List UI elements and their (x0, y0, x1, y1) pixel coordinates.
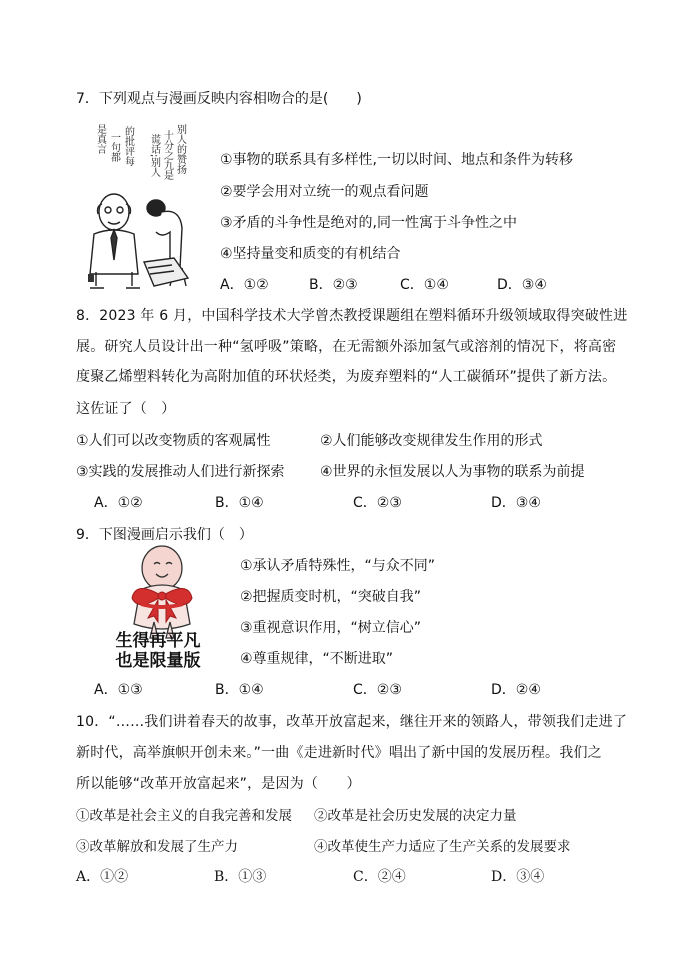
q10-stem-line-1: 10．“……我们讲着春天的故事，改革开放富起来，继往开来的领路人，带领我们走进了 (76, 714, 628, 730)
q10-stem-line-2: 新时代，高举旗帜开创未来。”一曲《走进新时代》唱出了新中国的发展历程。我们之 (76, 745, 602, 761)
q9-option-c[interactable]: C．②③ (353, 682, 402, 698)
q7-cartoon-col2: 十分之九是 (161, 130, 173, 180)
q7-cartoon-col5: 一句都 (108, 132, 120, 162)
q10-statement-4: ④改革使生产力适应了生产关系的发展要求 (314, 839, 571, 855)
q8-statement-3: ③实践的发展推动人们进行新探索 (76, 464, 285, 480)
q8-option-a[interactable]: A．①② (94, 495, 143, 511)
q8-option-d[interactable]: D．③④ (491, 495, 541, 511)
q8-statement-1: ①人们可以改变物质的客观属性 (76, 433, 271, 449)
q9-option-b[interactable]: B．①④ (215, 682, 264, 698)
q9-cartoon (78, 542, 238, 672)
q9-statement-2: ②把握质变时机，“突破自我” (240, 589, 422, 605)
q7-cartoon-col6: 是真言 (94, 124, 106, 154)
q8-stem-line-1: 8．2023 年 6 月，中国科学技术大学曾杰教授课题组在塑料循环升级领域取得突破性进 (76, 308, 628, 324)
q9-statement-4: ④尊重规律，“不断进取” (240, 651, 394, 667)
q10-statement-3: ③改革解放和发展了生产力 (76, 839, 238, 855)
q10-option-c[interactable]: C．②④ (353, 869, 406, 885)
q8-stem-line-3: 度聚乙烯塑料转化为高附加值的环状烃类，为废弃塑料的“人工碳循环”提供了新方法。 (76, 369, 617, 385)
q10-statement-2: ②改革是社会历史发展的决定力量 (314, 808, 517, 824)
q7-option-d[interactable]: D．③④ (497, 277, 547, 293)
q7-option-b[interactable]: B．②③ (309, 277, 358, 293)
q9-option-a[interactable]: A．①③ (94, 682, 143, 698)
q7-option-a[interactable]: A．①② (220, 277, 269, 293)
q7-cartoon-col3: 谎话;别人 (148, 134, 160, 178)
q9-stem: 9．下图漫画启示我们（ ） (76, 527, 253, 543)
q7-statement-3: ③矛盾的斗争性是绝对的,同一性寓于斗争性之中 (220, 215, 517, 231)
q10-option-b[interactable]: B．①③ (214, 869, 267, 885)
q7-statement-4: ④坚持量变和质变的有机结合 (220, 246, 401, 262)
q8-option-c[interactable]: C．②③ (353, 495, 402, 511)
q10-option-d[interactable]: D．③④ (491, 869, 545, 885)
q9-statement-3: ③重视意识作用，“树立信心” (240, 620, 422, 636)
q8-stem-line-2: 展。研究人员设计出一种“氢呼吸”策略，在无需额外添加氢气或溶剂的情况下，将高密 (76, 339, 617, 355)
bowing-figure (144, 200, 188, 286)
q10-stem-line-3: 所以能够“改革开放富起来”，是因为（ ） (76, 776, 361, 792)
q7-statement-1: ①事物的联系具有多样性,一切以时间、地点和条件为转移 (220, 152, 573, 168)
q9-cartoon-line1: 生得再平凡 (115, 631, 201, 651)
q7-cartoon (82, 112, 200, 292)
q7-option-c[interactable]: C．①④ (400, 277, 449, 293)
q7-stem: 7．下列观点与漫画反映内容相吻合的是( ) (76, 91, 362, 107)
q8-statement-2: ②人们能够改变规律发生作用的形式 (320, 433, 543, 449)
q8-option-b[interactable]: B．①④ (215, 495, 264, 511)
old-man-figure (90, 194, 140, 288)
q8-statement-4: ④世界的永恒发展以人为事物的联系为前提 (320, 464, 585, 480)
q7-cartoon-col4: 的批评每 (122, 126, 134, 166)
q9-option-d[interactable]: D．②④ (491, 682, 541, 698)
q9-statement-1: ①承认矛盾特殊性，“与众不同” (240, 558, 436, 574)
q10-statement-1: ①改革是社会主义的自我完善和发展 (76, 808, 292, 824)
q8-stem-line-4: 这佐证了（ ） (76, 401, 176, 417)
q10-option-a[interactable]: A．①② (76, 869, 129, 885)
q7-cartoon-col1: 别人的赞扬 (174, 124, 186, 174)
q7-statement-2: ②要学会用对立统一的观点看问题 (220, 184, 429, 200)
q9-cartoon-line2: 也是限量版 (115, 651, 201, 671)
